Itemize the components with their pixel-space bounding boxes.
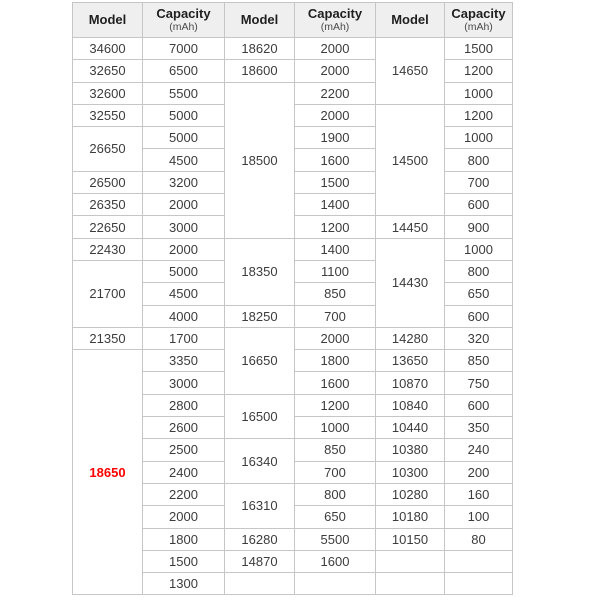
capacity-cell: 80: [445, 528, 513, 550]
model-cell: 10380: [376, 439, 445, 461]
table-header: [73, 3, 513, 38]
capacity-cell: 1400: [295, 194, 376, 216]
table-row: [73, 60, 513, 82]
table-row: [73, 327, 513, 349]
empty-model-cell: [376, 550, 445, 572]
capacity-cell: 2800: [143, 394, 225, 416]
model-cell: 16310: [225, 483, 295, 528]
header-capacity: [445, 3, 513, 38]
table-row: [73, 38, 513, 60]
capacity-cell: 1700: [143, 327, 225, 349]
capacity-cell: 1200: [295, 394, 376, 416]
model-cell: 26500: [73, 171, 143, 193]
capacity-cell: 1000: [445, 127, 513, 149]
header-model: [376, 3, 445, 38]
capacity-cell: 2000: [143, 238, 225, 260]
table-body: [73, 38, 513, 595]
capacity-cell: 5500: [295, 528, 376, 550]
model-cell: 14280: [376, 327, 445, 349]
capacity-cell: 3000: [143, 216, 225, 238]
capacity-cell: 1000: [445, 82, 513, 104]
model-cell: 14650: [376, 38, 445, 105]
header-label: Capacity: [156, 5, 211, 21]
capacity-cell: 700: [295, 305, 376, 327]
table-row: [73, 238, 513, 260]
header-model: [73, 3, 143, 38]
empty-model-cell: [376, 573, 445, 595]
model-cell: 10440: [376, 417, 445, 439]
capacity-cell: 2600: [143, 417, 225, 439]
capacity-cell: 3000: [143, 372, 225, 394]
table-row: [73, 82, 513, 104]
capacity-cell: 200: [445, 461, 513, 483]
capacity-cell: 800: [295, 483, 376, 505]
model-cell: 14500: [376, 104, 445, 215]
capacity-cell: 850: [295, 439, 376, 461]
capacity-cell: 3200: [143, 171, 225, 193]
capacity-cell: 700: [295, 461, 376, 483]
empty-capacity-cell: [445, 573, 513, 595]
capacity-cell: 850: [445, 350, 513, 372]
model-cell: 18620: [225, 38, 295, 60]
capacity-cell: 3350: [143, 350, 225, 372]
header-row: [73, 3, 513, 38]
empty-capacity-cell: [295, 573, 376, 595]
capacity-cell: 1600: [295, 372, 376, 394]
capacity-cell: 5000: [143, 104, 225, 126]
capacity-cell: 5500: [143, 82, 225, 104]
capacity-cell: 1600: [295, 550, 376, 572]
capacity-cell: 650: [445, 283, 513, 305]
header-label: Capacity: [307, 5, 363, 21]
model-cell: 14450: [376, 216, 445, 238]
capacity-cell: 1200: [295, 216, 376, 238]
capacity-cell: 850: [295, 283, 376, 305]
model-cell: 16500: [225, 394, 295, 439]
model-cell: 26650: [73, 127, 143, 172]
model-cell: 32600: [73, 82, 143, 104]
header-unit: (mAh): [169, 21, 198, 34]
header-unit: (mAh): [464, 21, 493, 34]
capacity-cell: 6500: [143, 60, 225, 82]
model-cell: 32550: [73, 104, 143, 126]
model-cell: 18650: [73, 350, 143, 595]
capacity-cell: 1000: [445, 238, 513, 260]
capacity-cell: 1100: [295, 260, 376, 282]
model-cell: 21350: [73, 327, 143, 349]
capacity-cell: 2500: [143, 439, 225, 461]
header-capacity: [143, 3, 225, 38]
capacity-cell: 320: [445, 327, 513, 349]
model-cell: 16280: [225, 528, 295, 550]
model-cell: 10870: [376, 372, 445, 394]
capacity-cell: 160: [445, 483, 513, 505]
capacity-cell: 750: [445, 372, 513, 394]
capacity-cell: 240: [445, 439, 513, 461]
model-cell: 18250: [225, 305, 295, 327]
header-label: Model: [88, 11, 127, 27]
model-cell: 10180: [376, 506, 445, 528]
model-cell: 16340: [225, 439, 295, 484]
capacity-cell: 1800: [295, 350, 376, 372]
capacity-cell: 2200: [295, 82, 376, 104]
capacity-cell: 1900: [295, 127, 376, 149]
model-cell: 10840: [376, 394, 445, 416]
model-cell: 14430: [376, 238, 445, 327]
capacity-cell: 600: [445, 194, 513, 216]
capacity-cell: 800: [445, 260, 513, 282]
model-cell: 16650: [225, 327, 295, 394]
capacity-cell: 4000: [143, 305, 225, 327]
model-cell: 22430: [73, 238, 143, 260]
model-cell: 21700: [73, 260, 143, 327]
model-cell: 14870: [225, 550, 295, 572]
capacity-cell: 900: [445, 216, 513, 238]
model-cell: 18600: [225, 60, 295, 82]
model-cell: 18350: [225, 238, 295, 305]
capacity-cell: 2200: [143, 483, 225, 505]
capacity-cell: 2000: [295, 38, 376, 60]
capacity-cell: 7000: [143, 38, 225, 60]
empty-capacity-cell: [445, 550, 513, 572]
capacity-cell: 600: [445, 394, 513, 416]
capacity-cell: 800: [445, 149, 513, 171]
capacity-cell: 5000: [143, 260, 225, 282]
capacity-cell: 2000: [295, 104, 376, 126]
capacity-cell: 1200: [445, 104, 513, 126]
header-label: Model: [391, 11, 429, 27]
model-cell: 32650: [73, 60, 143, 82]
header-capacity: [295, 3, 376, 38]
capacity-cell: 4500: [143, 149, 225, 171]
model-cell: 10300: [376, 461, 445, 483]
empty-model-cell: [225, 573, 295, 595]
capacity-cell: 100: [445, 506, 513, 528]
capacity-cell: 1500: [445, 38, 513, 60]
header-model: [225, 3, 295, 38]
model-cell: 34600: [73, 38, 143, 60]
capacity-cell: 2000: [143, 194, 225, 216]
capacity-cell: 2000: [295, 327, 376, 349]
capacity-cell: 1400: [295, 238, 376, 260]
capacity-cell: 1000: [295, 417, 376, 439]
capacity-cell: 2000: [295, 60, 376, 82]
capacity-cell: 1200: [445, 60, 513, 82]
model-cell: 22650: [73, 216, 143, 238]
model-cell: 10150: [376, 528, 445, 550]
capacity-cell: 1600: [295, 149, 376, 171]
capacity-cell: 1300: [143, 573, 225, 595]
capacity-cell: 4500: [143, 283, 225, 305]
capacity-cell: 650: [295, 506, 376, 528]
capacity-cell: 1500: [143, 550, 225, 572]
header-label: Model: [240, 11, 279, 27]
capacity-cell: 1500: [295, 171, 376, 193]
battery-capacity-table: [72, 2, 513, 595]
model-cell: 10280: [376, 483, 445, 505]
capacity-cell: 350: [445, 417, 513, 439]
capacity-cell: 5000: [143, 127, 225, 149]
model-cell: 13650: [376, 350, 445, 372]
header-label: Capacity: [451, 5, 506, 21]
capacity-cell: 600: [445, 305, 513, 327]
capacity-cell: 700: [445, 171, 513, 193]
capacity-cell: 2400: [143, 461, 225, 483]
model-cell: 18500: [225, 82, 295, 238]
capacity-cell: 1800: [143, 528, 225, 550]
model-cell: 26350: [73, 194, 143, 216]
header-unit: (mAh): [320, 21, 350, 34]
capacity-cell: 2000: [143, 506, 225, 528]
